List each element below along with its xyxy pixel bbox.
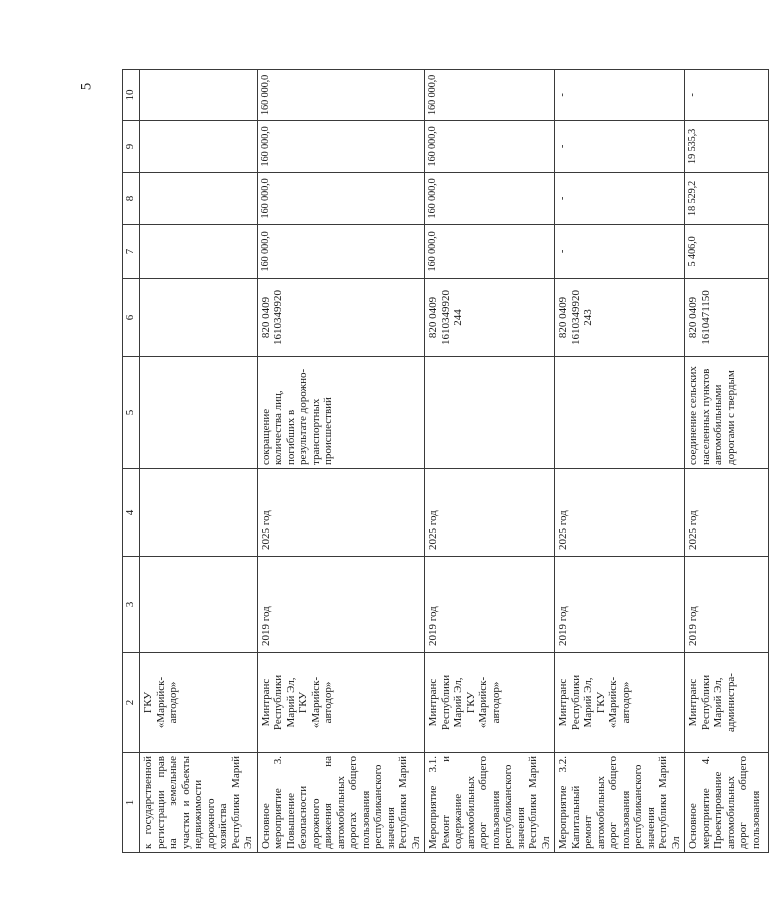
- budget-table: [122, 69, 769, 853]
- amount-cell: 160 000,0: [425, 225, 555, 279]
- amount-cell: [140, 225, 258, 279]
- budget-code-cell: 820 0409 1610349920 244: [425, 279, 555, 357]
- table-row: [140, 70, 258, 853]
- end-year-cell: 2025 год: [425, 469, 555, 557]
- amount-cell: [140, 173, 258, 225]
- expected-result-cell: [425, 357, 555, 469]
- end-year-cell: 2025 год: [685, 469, 769, 557]
- responsible-executor-cell: Минтранс Республики Марий Эл, ГКУ «Марийск- автодор»: [257, 653, 425, 753]
- amount-cell: 18 529,2: [685, 173, 769, 225]
- budget-code-cell: [140, 279, 258, 357]
- start-year-cell: 2019 год: [685, 557, 769, 653]
- column-header: 2: [123, 653, 140, 753]
- amount-cell: 5 406,0: [685, 225, 769, 279]
- amount-cell: 160 000,0: [425, 70, 555, 121]
- amount-cell: -: [555, 70, 685, 121]
- table-row: [425, 70, 555, 853]
- amount-cell: -: [555, 121, 685, 173]
- amount-cell: 160 000,0: [257, 121, 425, 173]
- column-header: 5: [123, 357, 140, 469]
- column-header: 9: [123, 121, 140, 173]
- budget-code-cell: 820 0409 1610349920 243: [555, 279, 685, 357]
- column-header: 7: [123, 225, 140, 279]
- budget-code-cell: 820 0409 1610349920: [257, 279, 425, 357]
- column-header: 10: [123, 70, 140, 121]
- amount-cell: 160 000,0: [425, 121, 555, 173]
- activity-name-cell: к государственной регистрации прав на земельные участки и объекты недвижимости дорожного хозяйства Республики Марий Эл: [140, 753, 258, 853]
- activity-name-cell: Основное мероприятие 4. Проектирование автомобильных дорог общего пользования: [685, 753, 769, 853]
- amount-cell: [140, 70, 258, 121]
- activity-name-cell: Мероприятие 3.1. Ремонт и содержание автомобильных дорог общего пользования республиканского значения Республики Марий Эл: [425, 753, 555, 853]
- expected-result-cell: соединение сельских населенных пунктов автомобильными дорогами с твердым: [685, 357, 769, 469]
- column-header: 4: [123, 469, 140, 557]
- start-year-cell: [140, 557, 258, 653]
- responsible-executor-cell: Минтранс Республики Марий Эл, ГКУ «Марийск- автодор»: [555, 653, 685, 753]
- activity-name-cell: Мероприятие 3.2. Капитальный ремонт автомобильных дорог общего пользования республиканского значения Республики Марий Эл: [555, 753, 685, 853]
- amount-cell: -: [555, 173, 685, 225]
- responsible-executor-cell: Минтранс Республики Марий Эл, ГКУ «Марийск- автодор»: [425, 653, 555, 753]
- column-header: 1: [123, 753, 140, 853]
- page-number: 5: [78, 82, 95, 91]
- expected-result-cell: [140, 357, 258, 469]
- amount-cell: 160 000,0: [257, 173, 425, 225]
- table-row: [257, 70, 425, 853]
- expected-result-cell: сокращение количества лиц, погибших в результате дорожно-транспортных происшествий: [257, 357, 425, 469]
- amount-cell: 160 000,0: [257, 225, 425, 279]
- table-row: [685, 70, 769, 853]
- amount-cell: 19 535,3: [685, 121, 769, 173]
- responsible-executor-cell: ГКУ «Марийск- автодор»: [140, 653, 258, 753]
- responsible-executor-cell: Минтранс Республики Марий Эл, администра-: [685, 653, 769, 753]
- start-year-cell: 2019 год: [425, 557, 555, 653]
- activity-name-cell: Основное мероприятие 3. Повышение безопасности дорожного движения на автомобильных дорогах общего пользования республиканского значения Республики Марий Эл: [257, 753, 425, 853]
- amount-cell: -: [555, 225, 685, 279]
- amount-cell: -: [685, 70, 769, 121]
- end-year-cell: 2025 год: [257, 469, 425, 557]
- end-year-cell: 2025 год: [555, 469, 685, 557]
- start-year-cell: 2019 год: [257, 557, 425, 653]
- end-year-cell: [140, 469, 258, 557]
- start-year-cell: 2019 год: [555, 557, 685, 653]
- expected-result-cell: [555, 357, 685, 469]
- column-header: 8: [123, 173, 140, 225]
- budget-code-cell: 820 0409 1610471150: [685, 279, 769, 357]
- table-header-row: [123, 70, 140, 853]
- column-header: 3: [123, 557, 140, 653]
- amount-cell: [140, 121, 258, 173]
- amount-cell: 160 000,0: [425, 173, 555, 225]
- table-row: [555, 70, 685, 853]
- amount-cell: 160 000,0: [257, 70, 425, 121]
- column-header: 6: [123, 279, 140, 357]
